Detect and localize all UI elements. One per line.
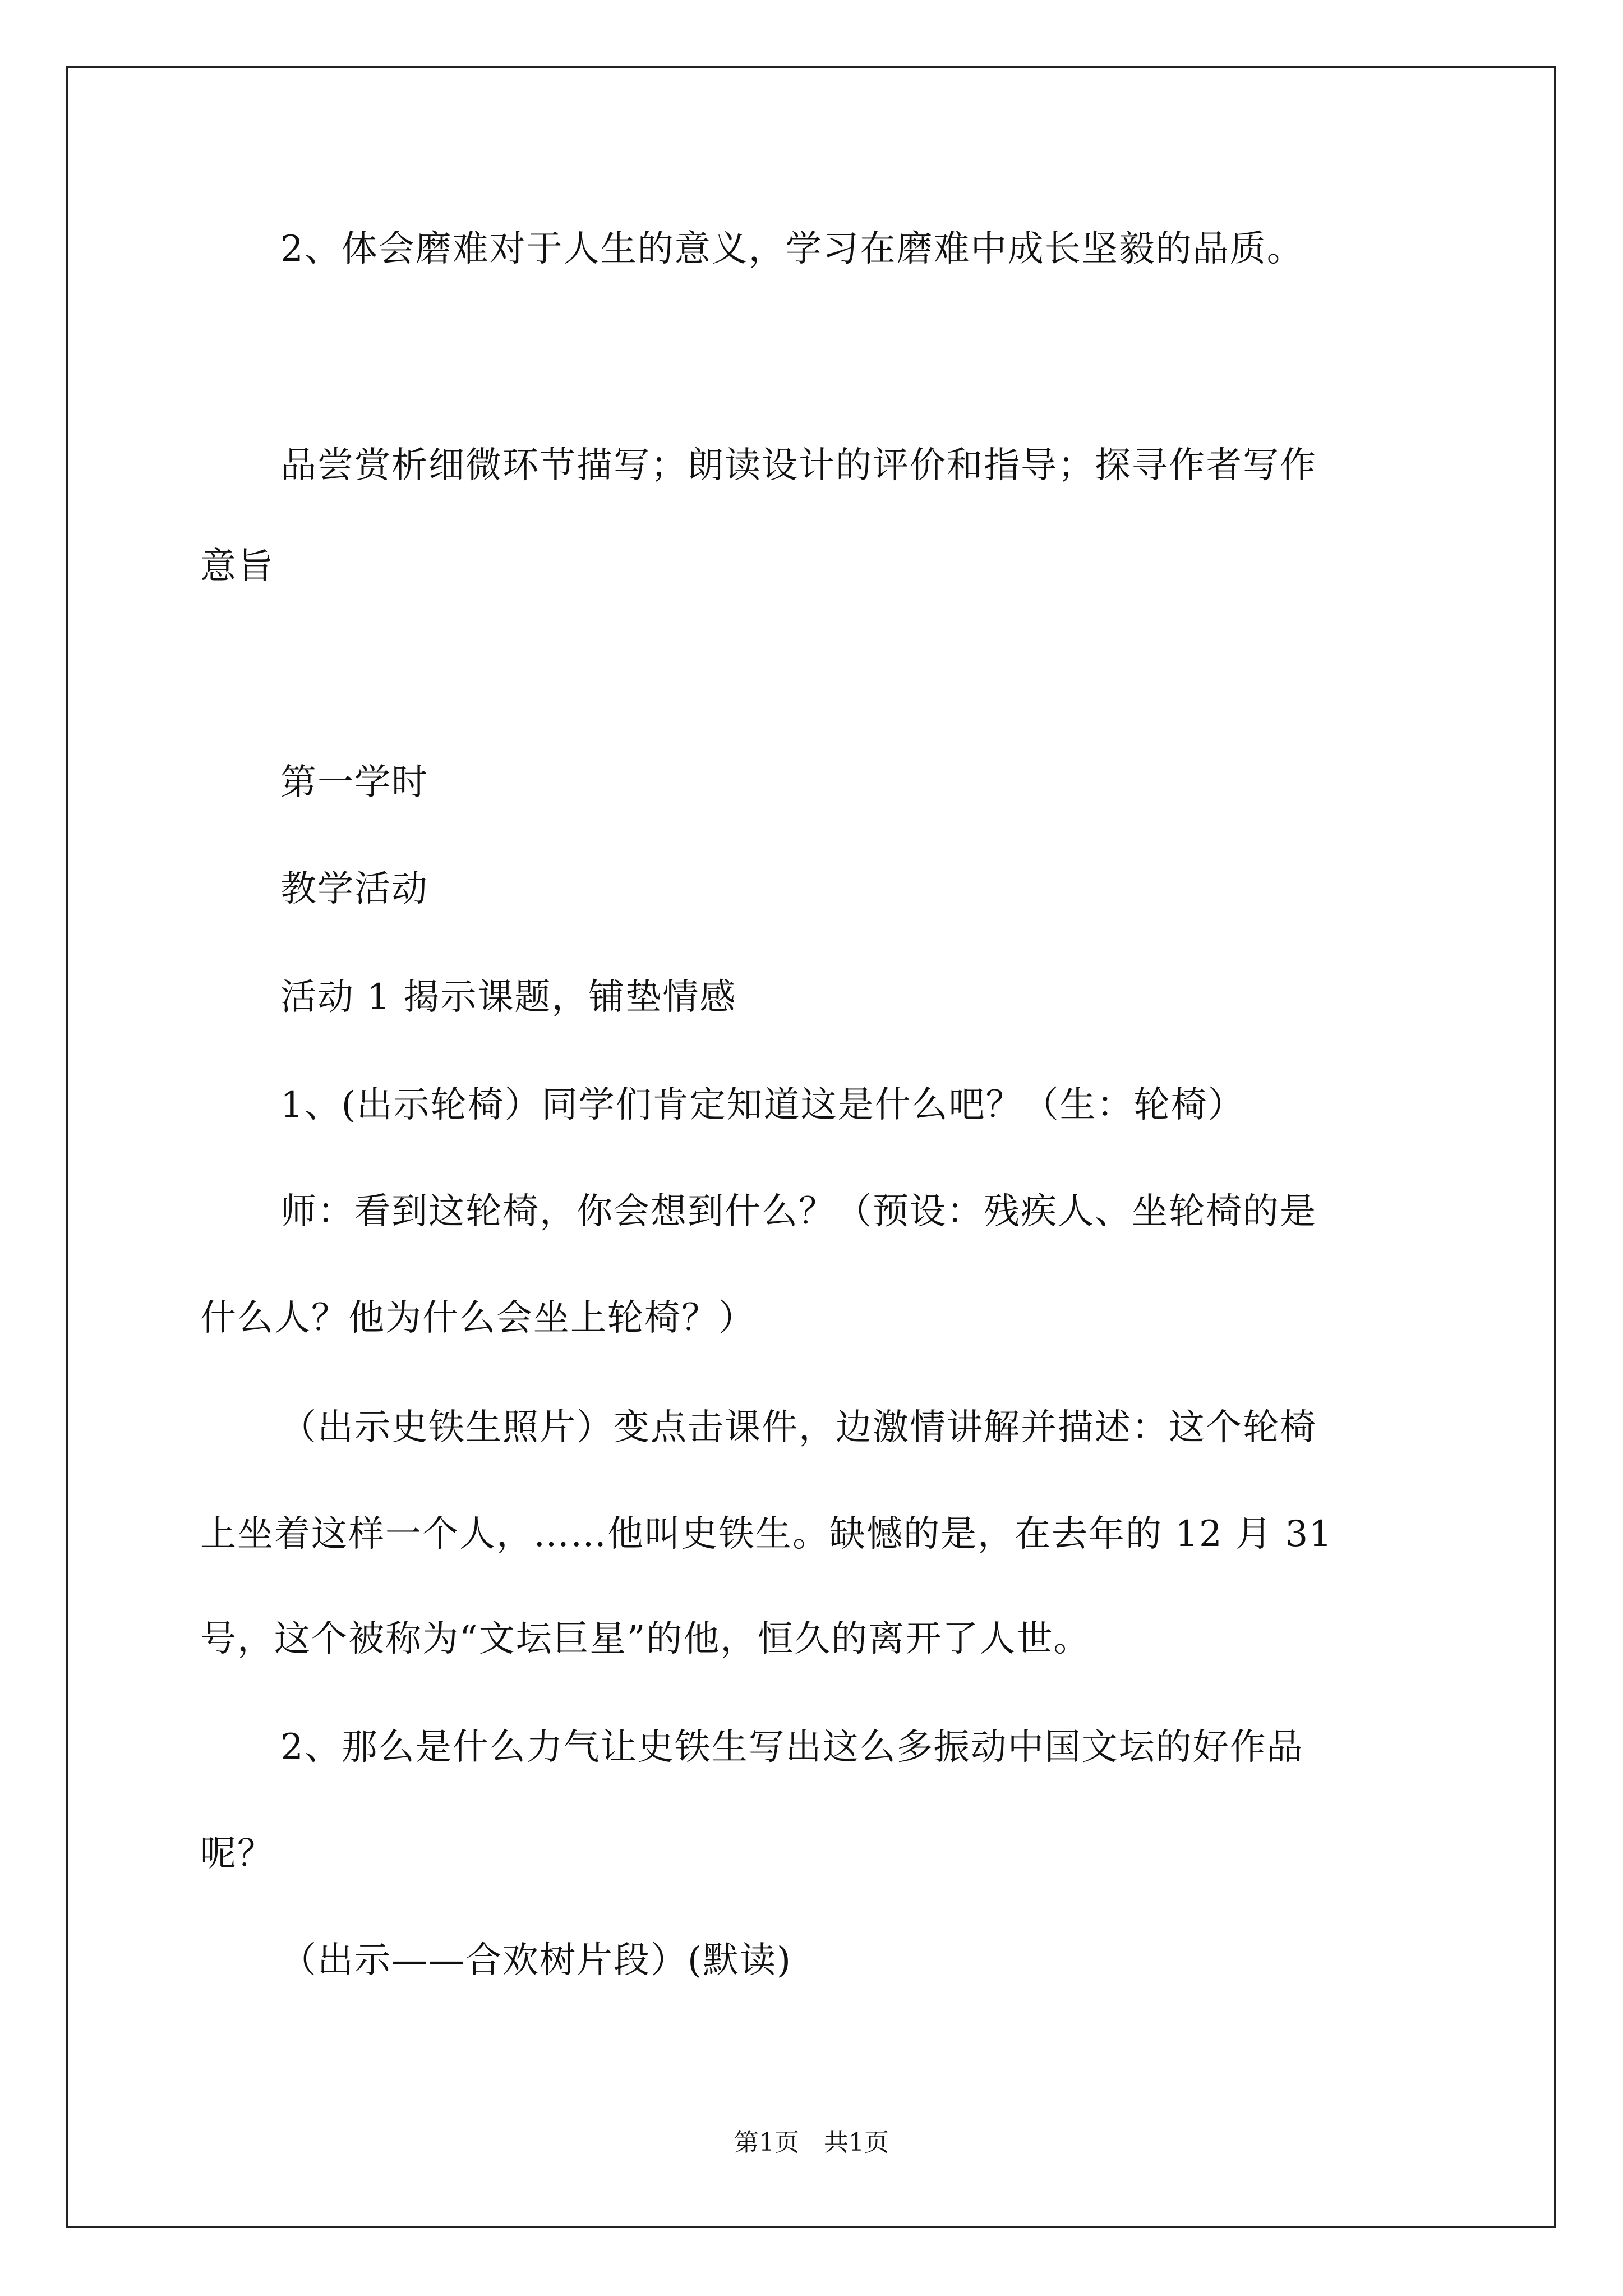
paragraph-objective-2: 2、体会磨难对于人生的意义，学习在磨难中成长坚毅的品质。 bbox=[280, 228, 1304, 270]
paragraph-question-2-cont: 呢？ bbox=[200, 1833, 274, 1875]
heading-teaching-activity: 教学活动 bbox=[280, 868, 428, 910]
heading-activity-1: 活动 1 揭示课题，铺垫情感 bbox=[280, 977, 737, 1018]
paragraph-key-points-cont: 意旨 bbox=[200, 546, 274, 587]
paragraph-photo-intro-cont-2: 号，这个被称为“文坛巨星”的他，恒久的离开了人世。 bbox=[200, 1618, 1091, 1660]
paragraph-show-excerpt: （出示——合欢树片段）(默读) bbox=[280, 1940, 792, 1981]
page-border bbox=[66, 66, 1556, 2228]
heading-first-lesson: 第一学时 bbox=[280, 762, 428, 803]
paragraph-teacher-prompt-cont: 什么人？他为什么会坐上轮椅？） bbox=[200, 1297, 755, 1339]
paragraph-question-2: 2、那么是什么力气让史铁生写出这么多振动中国文坛的好作品 bbox=[280, 1727, 1304, 1768]
paragraph-teacher-prompt: 师：看到这轮椅，你会想到什么？（预设：残疾人、坐轮椅的是 bbox=[280, 1191, 1317, 1232]
page-footer: 第1页 共1页 bbox=[734, 2128, 889, 2157]
paragraph-photo-intro-cont-1: 上坐着这样一个人，……他叫史铁生。缺憾的是，在去年的 12 月 31 bbox=[200, 1513, 1333, 1555]
paragraph-wheelchair-question: 1、(出示轮椅）同学们肯定知道这是什么吧？（生：轮椅） bbox=[280, 1084, 1245, 1126]
paragraph-photo-intro: （出示史铁生照片）变点击课件，边激情讲解并描述：这个轮椅 bbox=[280, 1407, 1317, 1448]
paragraph-key-points: 品尝赏析细微环节描写；朗读设计的评价和指导；探寻作者写作 bbox=[280, 445, 1317, 486]
